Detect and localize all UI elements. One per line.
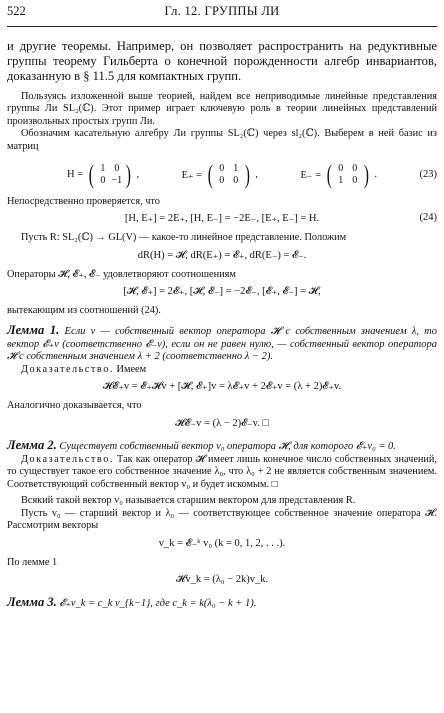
equation-lemma1: 𝓗𝓔₊v = 𝓔₊𝓗v + [𝓗, 𝓔₊]v = λ𝓔₊v + 2𝓔₊v = (λ + 2)𝓔₊v. bbox=[102, 381, 342, 393]
paragraph: Непосредственно проверяется, что bbox=[7, 195, 160, 207]
matrix-E-plus: ( 0 1 0 0 ) bbox=[207, 159, 250, 189]
proof-heading: Доказательство. bbox=[21, 453, 114, 465]
equation-lemma1-second: 𝓗𝓔₋v = (λ − 2)𝓔₋v. □ bbox=[175, 417, 269, 429]
paragraph: Обозначим касательную алгебру Ли группы SL₂(ℂ) через sl₂(ℂ). Выберем в ней базис из матриц bbox=[7, 128, 437, 152]
paragraph: вытекающим из соотношений (24). bbox=[7, 305, 161, 317]
lemma-statement: 𝓔₊v_k = c_k v_{k−1}, где c_k = k(λ₀ − k + 1). bbox=[59, 597, 257, 609]
paragraph: Пусть R: SL₂(ℂ) → GL(V) — какое-то линейное представление. Положим bbox=[21, 232, 347, 244]
lemma-3 bbox=[7, 596, 437, 611]
lemma-statement: Существует собственный вектор v₀ оператора 𝓗, для которого 𝓔₊v₀ = 0. bbox=[59, 440, 396, 452]
matrix-label: H = bbox=[67, 169, 84, 181]
matrix-H: ( 1 0 0 −1 ) bbox=[88, 159, 131, 189]
book-page bbox=[7, 4, 437, 610]
equation-vk: v_k = 𝓔₋ᵏ v₀ (k = 0, 1, 2, . . .). bbox=[158, 538, 286, 550]
lemma-statement: Если v — собственный вектор оператора 𝓗 с собственным значением λ, то вектор 𝓔₊v (соответственно 𝓔₋v), если он не равен нулю, — собственный вектор оператора 𝓗 с собственным значением λ + 2 (соответственно λ − 2). bbox=[7, 325, 437, 363]
matrix-label: E₊ = bbox=[181, 169, 203, 181]
chapter-title: Гл. 12. ГРУППЫ ЛИ bbox=[164, 4, 280, 18]
equation-hvk: 𝓗v_k = (λ₀ − 2k)v_k. bbox=[175, 573, 269, 585]
running-header bbox=[7, 4, 437, 27]
lemma-2 bbox=[7, 439, 437, 454]
paragraph: Пусть v₀ — старший вектор и λ₀ — соответствующее собственное значение оператора 𝓗. Рассмотрим векторы bbox=[7, 507, 437, 532]
proof: Доказательство. Так как оператор 𝓗 имеет лишь конечное число собственных значений, то существует такое его собственное значение λ₀, что λ₀ + 2 не является собственным значением. Соответствующий собственный вектор v₀ и будет искомым. □ bbox=[7, 453, 438, 490]
equation-dR: dR(H) = 𝓗, dR(E₊) = 𝓔₊, dR(E₋) = 𝓔₋. bbox=[137, 249, 307, 261]
matrix-basis-equation: H = ( 1 0 0 −1 ) , E₊ = ( 0 1 0 0 ) , E₋ = ( 0 0 1 0 ) . (23) bbox=[67, 159, 437, 189]
lemma-title: Лемма 2. bbox=[7, 437, 57, 452]
matrix-label: E₋ = bbox=[300, 169, 322, 181]
equation-24: [H, E₊] = 2E₊, [H, E₋] = −2E₋, [E₊, E₋] = H. (24) bbox=[124, 212, 437, 225]
proof: Доказательство. Имеем bbox=[21, 363, 147, 375]
proof-heading: Доказательство. bbox=[21, 363, 114, 375]
paragraph: Всякий такой вектор v₀ называется старшим вектором для представления R. bbox=[21, 495, 356, 507]
paragraph: Пользуясь изложенной выше теорией, найдем все неприводимые линейные представления группы Ли SL₂(ℂ). Этот пример играет ключевую роль в теории линейных представлений произвольных простых групп Ли. bbox=[7, 90, 437, 127]
lemma-title: Лемма 1. bbox=[7, 322, 60, 337]
equation-operators: [𝓗, 𝓔₊] = 2𝓔₊, [𝓗, 𝓔₋] = −2𝓔₋, [𝓔₊, 𝓔₋] = 𝓗, bbox=[123, 286, 321, 298]
equation-number: (23) bbox=[419, 169, 437, 181]
intro-paragraph: и другие теоремы. Например, он позволяет распространить на редуктивные группы теорему Гильберта о конечной порожденности алгебр инвариантов, доказанную в § 11.5 для компактных групп. bbox=[7, 39, 437, 84]
lemma-title: Лемма 3. bbox=[7, 594, 57, 609]
paragraph: Операторы 𝓗, 𝓔₊, 𝓔₋ удовлетворяют соотношениям bbox=[7, 268, 236, 280]
lemma-1 bbox=[7, 324, 437, 364]
paragraph: Аналогично доказывается, что bbox=[7, 400, 142, 412]
paragraph: По лемме 1 bbox=[7, 557, 58, 569]
matrix-E-minus: ( 0 0 1 0 ) bbox=[326, 159, 369, 189]
page-number: 522 bbox=[7, 4, 26, 18]
equation-number: (24) bbox=[419, 212, 437, 224]
